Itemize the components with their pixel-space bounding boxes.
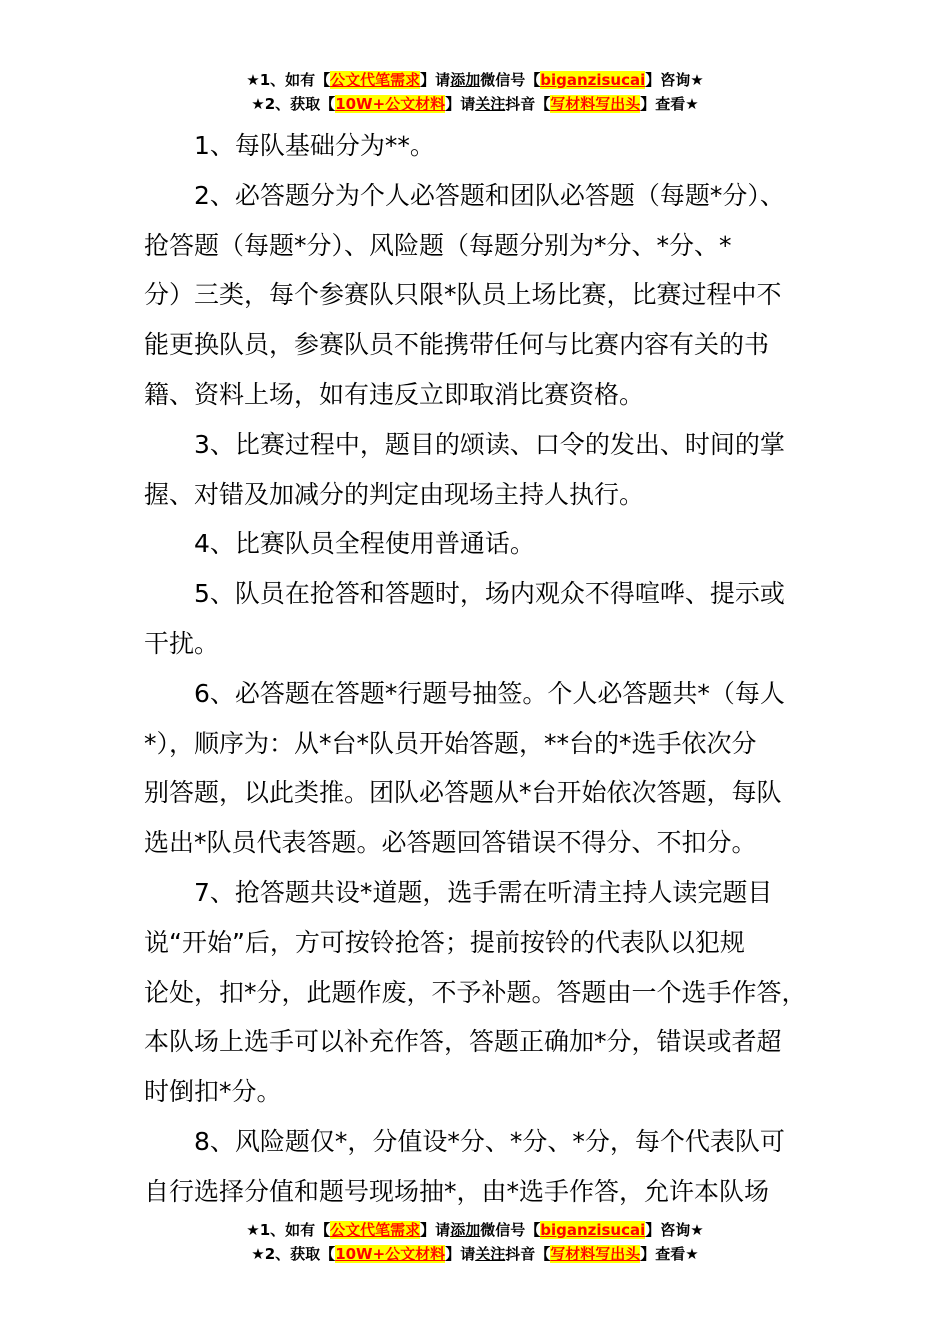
banner-line-1: ★1、如有【公文代笔需求】请添加微信号【biganzisucai】咨询★	[246, 1221, 704, 1239]
banner-line-1: ★1、如有【公文代笔需求】请添加微信号【biganzisucai】咨询★	[246, 71, 704, 89]
paragraph: 8、风险题仅*，分值设*分、*分、*分，每个代表队可 自行选择分值和题号现场抽*，由*选手作答，允许本队场	[144, 1126, 785, 1206]
paragraph: 2、必答题分为个人必答题和团队必答题（每题*分）、 抢答题（每题*分）、风险题（每题分别为*分、*分、* 分）三类，每个参赛队只限*队员上场比赛，比赛过程中不 能更换队员，参赛队员不能携带任何与比赛内容有关的书 籍、资料上场，如有违反立即取消比赛资格。	[144, 180, 785, 409]
paragraph: 7、抢答题共设*道题，选手需在听清主持人读完题目 说“开始”后，方可按铃抢答；提前按铃的代表队以犯规 论处，扣*分，此题作废，不予补题。答题由一个选手作答， 本队场上选手可以补充作答，答题正确加*分，错误或者超 时倒扣*分。	[144, 877, 807, 1107]
highlight-materials: 10W+公文材料	[335, 1245, 446, 1263]
paragraph: 5、队员在抢答和答题时，场内观众不得喧哗、提示或 干扰。	[144, 579, 785, 658]
highlight-materials: 10W+公文材料	[335, 95, 446, 113]
header-banner	[0, 68, 950, 116]
highlight-douyin: 写材料写出头	[550, 95, 641, 113]
paragraph: 6、必答题在答题*行题号抽签。个人必答题共*（每人 *），顺序为：从*台*队员开始答题，**台的*选手依次分 别答题，以此类推。团队必答题从*台开始依次答题，每队 选出*队员代表答题。必答题回答错误不得分、不扣分。	[144, 678, 785, 858]
document-body	[144, 121, 834, 1217]
banner-line-2: ★2、获取【10W+公文材料】请关注抖音【写材料写出头】查看★	[251, 95, 699, 113]
highlight-douyin: 写材料写出头	[550, 1245, 641, 1263]
banner-line-2: ★2、获取【10W+公文材料】请关注抖音【写材料写出头】查看★	[251, 1245, 699, 1263]
highlight-service: 公文代笔需求	[330, 1221, 421, 1239]
highlight-wechat-id: biganzisucai	[540, 1221, 646, 1239]
highlight-wechat-id: biganzisucai	[540, 71, 646, 89]
footer-banner	[0, 1218, 950, 1266]
paragraph: 1、每队基础分为**。	[194, 131, 435, 160]
paragraph: 4、比赛队员全程使用普通话。	[194, 529, 535, 559]
highlight-service: 公文代笔需求	[330, 71, 421, 89]
paragraph: 3、比赛过程中，题目的颂读、口令的发出、时间的掌 握、对错及加减分的判定由现场主持人执行。	[144, 429, 785, 509]
